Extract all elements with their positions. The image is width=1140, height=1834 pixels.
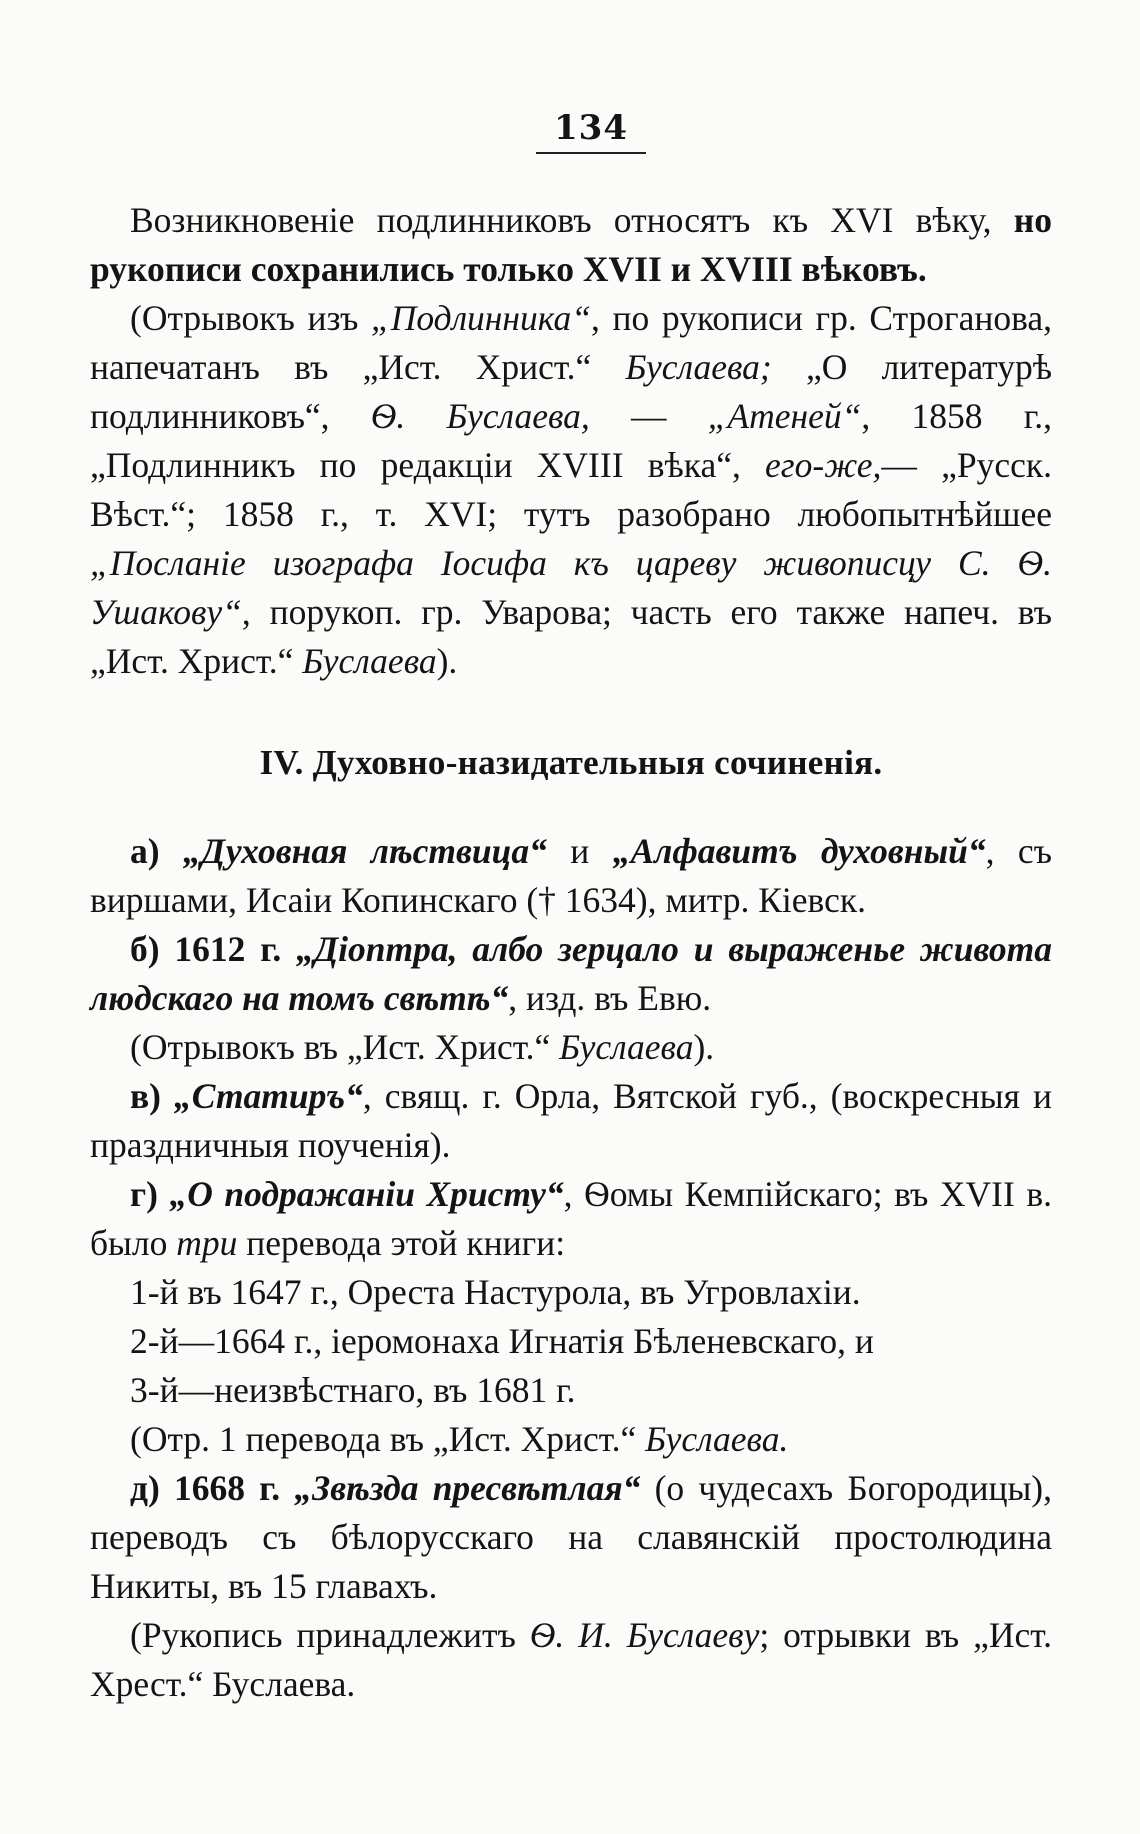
- entry-b: [90, 925, 1052, 1023]
- page-header: [130, 108, 1052, 154]
- excerpt-text: , порукоп. гр. Уварова; часть его также напеч. въ „Ист. Христ.“: [90, 592, 1052, 681]
- excerpt-author: Ѳ. Буслаева,: [370, 396, 590, 436]
- translation-1: 1-й въ 1647 г., Ореста Настурола, въ Угровлахіи.: [130, 1272, 861, 1312]
- entry-label: г): [130, 1174, 170, 1214]
- excerpt-text: ).: [436, 641, 458, 681]
- excerpt-title: „Подлинника“: [370, 298, 591, 338]
- entry-label: б) 1612 г.: [130, 929, 297, 969]
- page-number: 134: [536, 108, 646, 154]
- entry-title: „Звѣзда пресвѣтлая“: [294, 1468, 641, 1508]
- entry-text: , съ виршами, Исаіи Копинскаго († 1634), митр. Кіевск.: [90, 831, 1052, 920]
- entry-text: перевода этой книги:: [237, 1223, 566, 1263]
- entry-text: (о чудесахъ Богородицы), переводъ съ бѣлорусскаго на славянскій простолюдина Никиты, въ 15 главахъ.: [90, 1468, 1052, 1606]
- excerpt-text: „О литературѣ подлинниковъ“,: [90, 347, 1052, 436]
- page-body: [90, 196, 1052, 1709]
- entry-title: „Діоптра, албо зерцало и выраженье живота людскаго на томъ свѣтѣ“: [90, 929, 1052, 1018]
- excerpt-journal: „Атеней“: [707, 396, 862, 436]
- entry-v: [90, 1072, 1052, 1170]
- paragraph-excerpt-note: [90, 294, 1052, 686]
- entry-g: [90, 1170, 1052, 1268]
- translation-3: 3-й—неизвѣстнаго, въ 1681 г.: [130, 1370, 576, 1410]
- entry-g-note: [90, 1415, 1052, 1464]
- entry-text: и: [546, 831, 613, 871]
- note-text: (Отр. 1 перевода въ „Ист. Христ.“: [130, 1419, 646, 1459]
- excerpt-text: , по рукописи гр. Строганова, напечатанъ въ „Ист. Христ.“: [90, 298, 1053, 387]
- entry-title: „Статиръ“: [174, 1076, 363, 1116]
- excerpt-text: —: [589, 396, 708, 436]
- excerpt-author: его-же,: [765, 445, 882, 485]
- translation-2: 2-й—1664 г., іеромонаха Игнатія Бѣленевскаго, и: [130, 1321, 874, 1361]
- entry-label: а): [130, 831, 183, 871]
- excerpt-text: , 1858 г., „Подлинникъ по редакціи XVIII вѣка“,: [90, 396, 1052, 485]
- entry-text: , Ѳомы Кемпійскаго; въ XVII в. было: [90, 1174, 1052, 1263]
- entry-text: , изд. въ Евю.: [508, 978, 712, 1018]
- entry-title: „Духовная лѣствица“: [182, 831, 547, 871]
- paragraph-origin: [90, 196, 1052, 294]
- entry-title: „Алфавитъ духовный“: [612, 831, 986, 871]
- note-text: ; отрывки въ „Ист. Хрест.“ Буслаева.: [90, 1615, 1052, 1704]
- excerpt-author: Буслаева: [302, 641, 437, 681]
- entry-text: , свящ. г. Орла, Вятской губ., (воскресныя и праздничныя поученія).: [90, 1076, 1052, 1165]
- excerpt-text: (Отрывокъ изъ: [130, 298, 371, 338]
- origin-text-1: Возникновеніе подлинниковъ относятъ къ XVI вѣку,: [130, 200, 992, 240]
- entry-a: [90, 827, 1052, 925]
- entry-b-note: [90, 1023, 1052, 1072]
- origin-text-2: но рукописи сохранились только XVII и XVIII вѣковъ.: [90, 200, 1053, 289]
- excerpt-author: Буслаева;: [625, 347, 772, 387]
- entry-d: [90, 1464, 1052, 1611]
- entry-emphasis: три: [176, 1223, 238, 1263]
- entry-label: д) 1668 г.: [130, 1468, 295, 1508]
- entry-title: „О подражаніи Христу“: [169, 1174, 564, 1214]
- entry-d-note: [90, 1611, 1052, 1709]
- note-author: Буслаева.: [645, 1419, 789, 1459]
- excerpt-title: „Посланіе изографа Іосифа къ цареву живописцу С. Ѳ. Ушакову“: [90, 543, 1052, 632]
- excerpt-text: — „Русск. Вѣст.“; 1858 г., т. XVI; тутъ разобрано любопытнѣйшее: [90, 445, 1052, 534]
- note-author: Буслаева: [559, 1027, 694, 1067]
- note-text: ).: [693, 1027, 715, 1067]
- section-heading: IV. Духовно-назидательныя сочиненія.: [259, 743, 883, 782]
- note-author: Ѳ. И. Буслаеву: [529, 1615, 760, 1655]
- note-text: (Рукопись принадлежитъ: [130, 1615, 530, 1655]
- entry-label: в): [130, 1076, 175, 1116]
- note-text: (Отрывокъ въ „Ист. Христ.“: [130, 1027, 560, 1067]
